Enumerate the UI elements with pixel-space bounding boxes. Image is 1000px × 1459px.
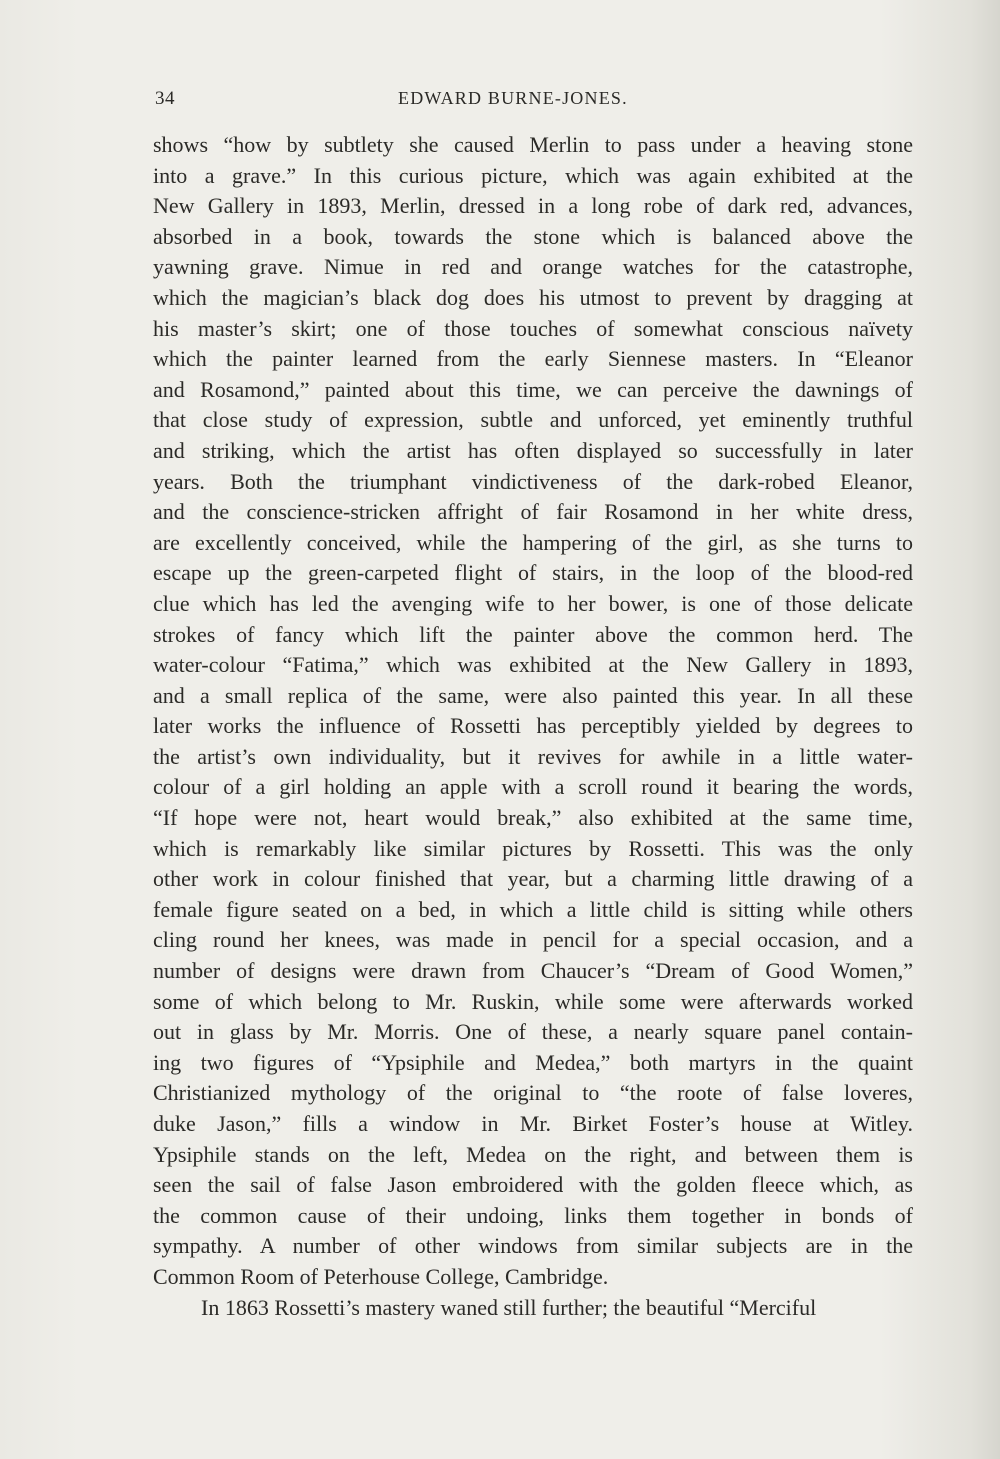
text-line: strokes of fancy which lift the painter above the common herd. The (153, 621, 913, 647)
text-line: which is remarkably like similar pictures by Rossetti. This was the only (153, 835, 913, 861)
text-line: into a grave.” In this curious picture, which was again exhibited at the (153, 162, 913, 188)
text-line: clue which has led the avenging wife to her bower, is one of those delicate (153, 590, 913, 616)
text-line: years. Both the triumphant vindictiveness of the dark-robed Eleanor, (153, 468, 913, 494)
page-number: 34 (155, 88, 175, 109)
text-line: which the magician’s black dog does his utmost to prevent by dragging at (153, 284, 913, 310)
text-line: other work in colour finished that year, but a charming little drawing of a (153, 866, 913, 892)
paragraph-start-line: In 1863 Rossetti’s mastery waned still further; the beautiful “Merciful (201, 1294, 817, 1320)
text-line: water-colour “Fatima,” which was exhibited at the New Gallery in 1893, (153, 652, 913, 678)
text-line: ing two figures of “Ypsiphile and Medea,” both martyrs in the quaint (153, 1049, 913, 1075)
text-line: yawning grave. Nimue in red and orange watches for the catastrophe, (153, 254, 913, 280)
text-line: and striking, which the artist has often displayed so successfully in later (153, 437, 913, 463)
text-line: the common cause of their undoing, links them together in bonds of (153, 1202, 913, 1228)
text-line: escape up the green-carpeted flight of stairs, in the loop of the blood-red (153, 560, 913, 586)
text-line: and a small replica of the same, were also painted this year. In all these (153, 682, 913, 708)
text-line: “If hope were not, heart would break,” also exhibited at the same time, (153, 805, 913, 831)
text-line: absorbed in a book, towards the stone which is balanced above the (153, 223, 913, 249)
text-line: colour of a girl holding an apple with a scroll round it bearing the words, (153, 774, 913, 800)
paragraph-end-line: Common Room of Peterhouse College, Cambridge. (153, 1263, 609, 1289)
text-line: duke Jason,” fills a window in Mr. Birket Foster’s house at Witley. (153, 1111, 913, 1136)
text-line: some of which belong to Mr. Ruskin, while some were afterwards worked (153, 988, 913, 1014)
text-line: and Rosamond,” painted about this time, we can perceive the dawnings of (153, 376, 913, 402)
running-head (0, 84, 1000, 114)
text-line: later works the influence of Rossetti has perceptibly yielded by degrees to (153, 713, 913, 739)
text-line: that close study of expression, subtle and unforced, yet eminently truthful (153, 407, 913, 433)
text-line: cling round her knees, was made in pencil for a special occasion, and a (153, 927, 913, 953)
text-line: his master’s skirt; one of those touches of somewhat conscious naïvety (153, 315, 913, 341)
running-title: EDWARD BURNE-JONES. (398, 88, 628, 108)
text-line: out in glass by Mr. Morris. One of these, a nearly square panel contain- (153, 1019, 913, 1045)
text-line: and the conscience-stricken affright of fair Rosamond in her white dress, (153, 499, 913, 525)
text-line: Christianized mythology of the original to “the roote of false loveres, (153, 1080, 913, 1106)
text-line: New Gallery in 1893, Merlin, dressed in a long robe of dark red, advances, (153, 193, 913, 219)
text-line: sympathy. A number of other windows from similar subjects are in the (153, 1233, 913, 1259)
body-text (153, 130, 913, 1323)
text-line: number of designs were drawn from Chaucer’s “Dream of Good Women,” (153, 958, 913, 984)
text-line: the artist’s own individuality, but it revives for awhile in a little water- (153, 743, 913, 769)
text-line: shows “how by subtlety she caused Merlin to pass under a heaving stone (153, 132, 913, 157)
text-line: which the painter learned from the early Siennese masters. In “Eleanor (153, 346, 913, 372)
text-line: female figure seated on a bed, in which a little child is sitting while others (153, 896, 913, 922)
text-line: Ypsiphile stands on the left, Medea on the right, and between them is (153, 1141, 913, 1167)
text-line: seen the sail of false Jason embroidered with the golden fleece which, as (153, 1172, 913, 1198)
text-line: are excellently conceived, while the hampering of the girl, as she turns to (153, 529, 913, 555)
